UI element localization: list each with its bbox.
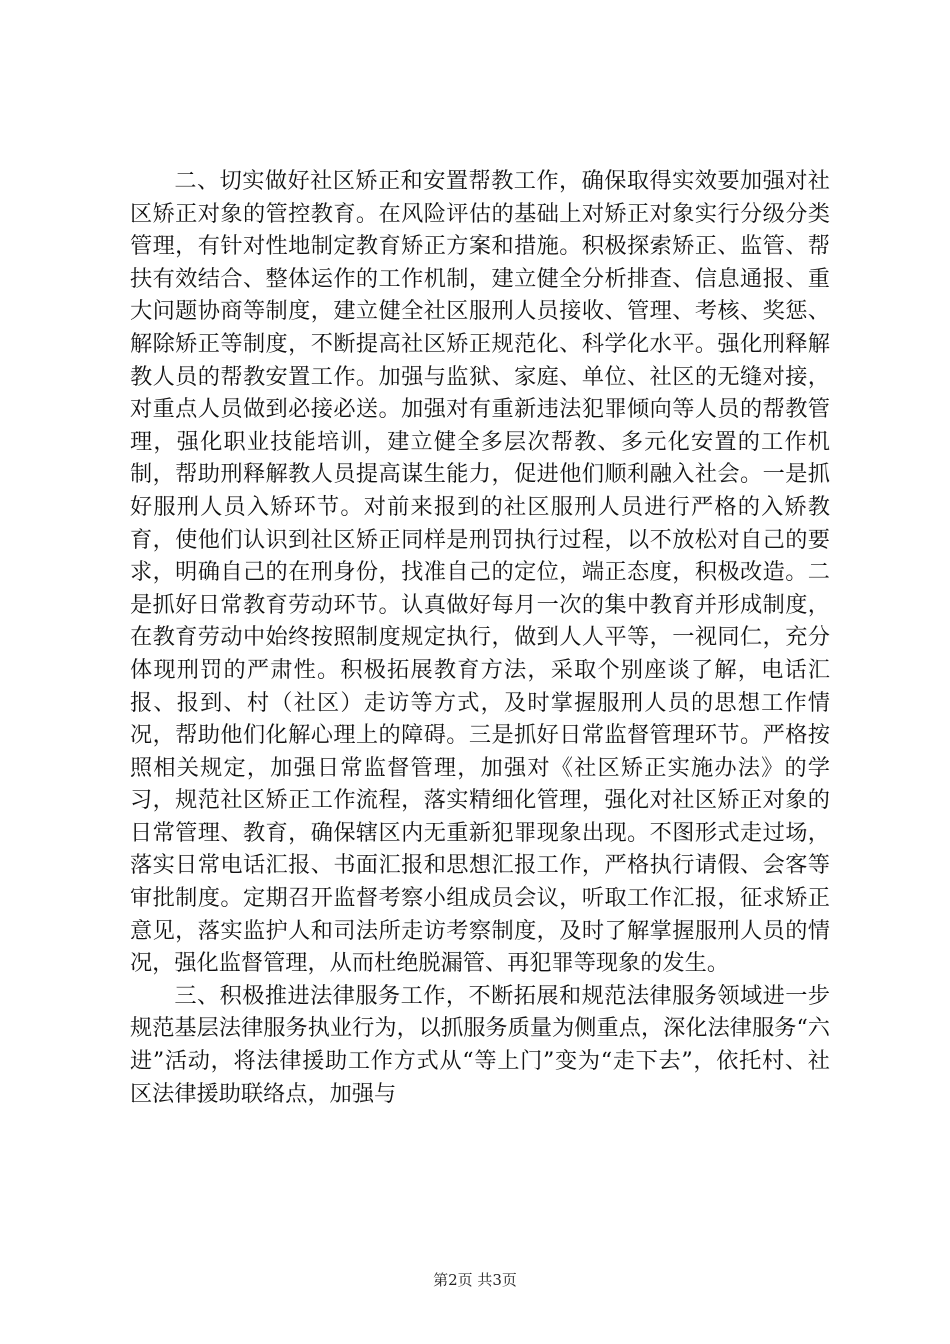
page-number: 第2页 共3页 bbox=[433, 1271, 517, 1289]
page-footer bbox=[0, 1270, 950, 1290]
paragraph-community-correction: 二、切实做好社区矫正和安置帮教工作，确保取得实效要加强对社区矫正对象的管控教育。在风险评估的基础上对矫正对象实行分级分类管理，有针对性地制定教育矫正方案和措施。积极探索矫正、监管、帮扶有效结合、整体运作的工作机制，建立健全分析排查、信息通报、重大问题协商等制度，建立健全社区服刑人员接收、管理、考核、奖惩、解除矫正等制度，不断提高社区矫正规范化、科学化水平。强化刑释解教人员的帮教安置工作。加强与监狱、家庭、单位、社区的无缝对接，对重点人员做到必接必送。加强对有重新违法犯罪倾向等人员的帮教管理，强化职业技能培训，建立健全多层次帮教、多元化安置的工作机制，帮助刑释解教人员提高谋生能力，促进他们顺利融入社会。一是抓好服刑人员入矫环节。对前来报到的社区服刑人员进行严格的入矫教育，使他们认识到社区矫正同样是刑罚执行过程，以不放松对自己的要求，明确自己的在刑身份，找准自己的定位，端正态度，积极改造。二是抓好日常教育劳动环节。认真做好每月一次的集中教育并形成制度，在教育劳动中始终按照制度规定执行，做到人人平等，一视同仁，充分体现刑罚的严肃性。积极拓展教育方法，采取个别座谈了解，电话汇报、报到、村（社区）走访等方式，及时掌握服刑人员的思想工作情况，帮助他们化解心理上的障碍。三是抓好日常监督管理环节。严格按照相关规定，加强日常监督管理，加强对《社区矫正实施办法》的学习，规范社区矫正工作流程，落实精细化管理，强化对社区矫正对象的日常管理、教育，确保辖区内无重新犯罪现象出现。不图形式走过场，落实日常电话汇报、书面汇报和思想汇报工作，严格执行请假、会客等审批制度。定期召开监督考察小组成员会议，听取工作汇报，征求矫正意见，落实监护人和司法所走访考察制度，及时了解掌握服刑人员的情况，强化监督管理，从而杜绝脱漏管、再犯罪等现象的发生。 bbox=[130, 168, 830, 977]
document-body bbox=[130, 165, 830, 1110]
paragraph-legal-services: 三、积极推进法律服务工作，不断拓展和规范法律服务领域进一步规范基层法律服务执业行为，以抓服务质量为侧重点，深化法律服务“六进”活动，将法律援助工作方式从“等上门”变为“走下去”，依托村、社区法律援助联络点，加强与 bbox=[130, 982, 830, 1107]
